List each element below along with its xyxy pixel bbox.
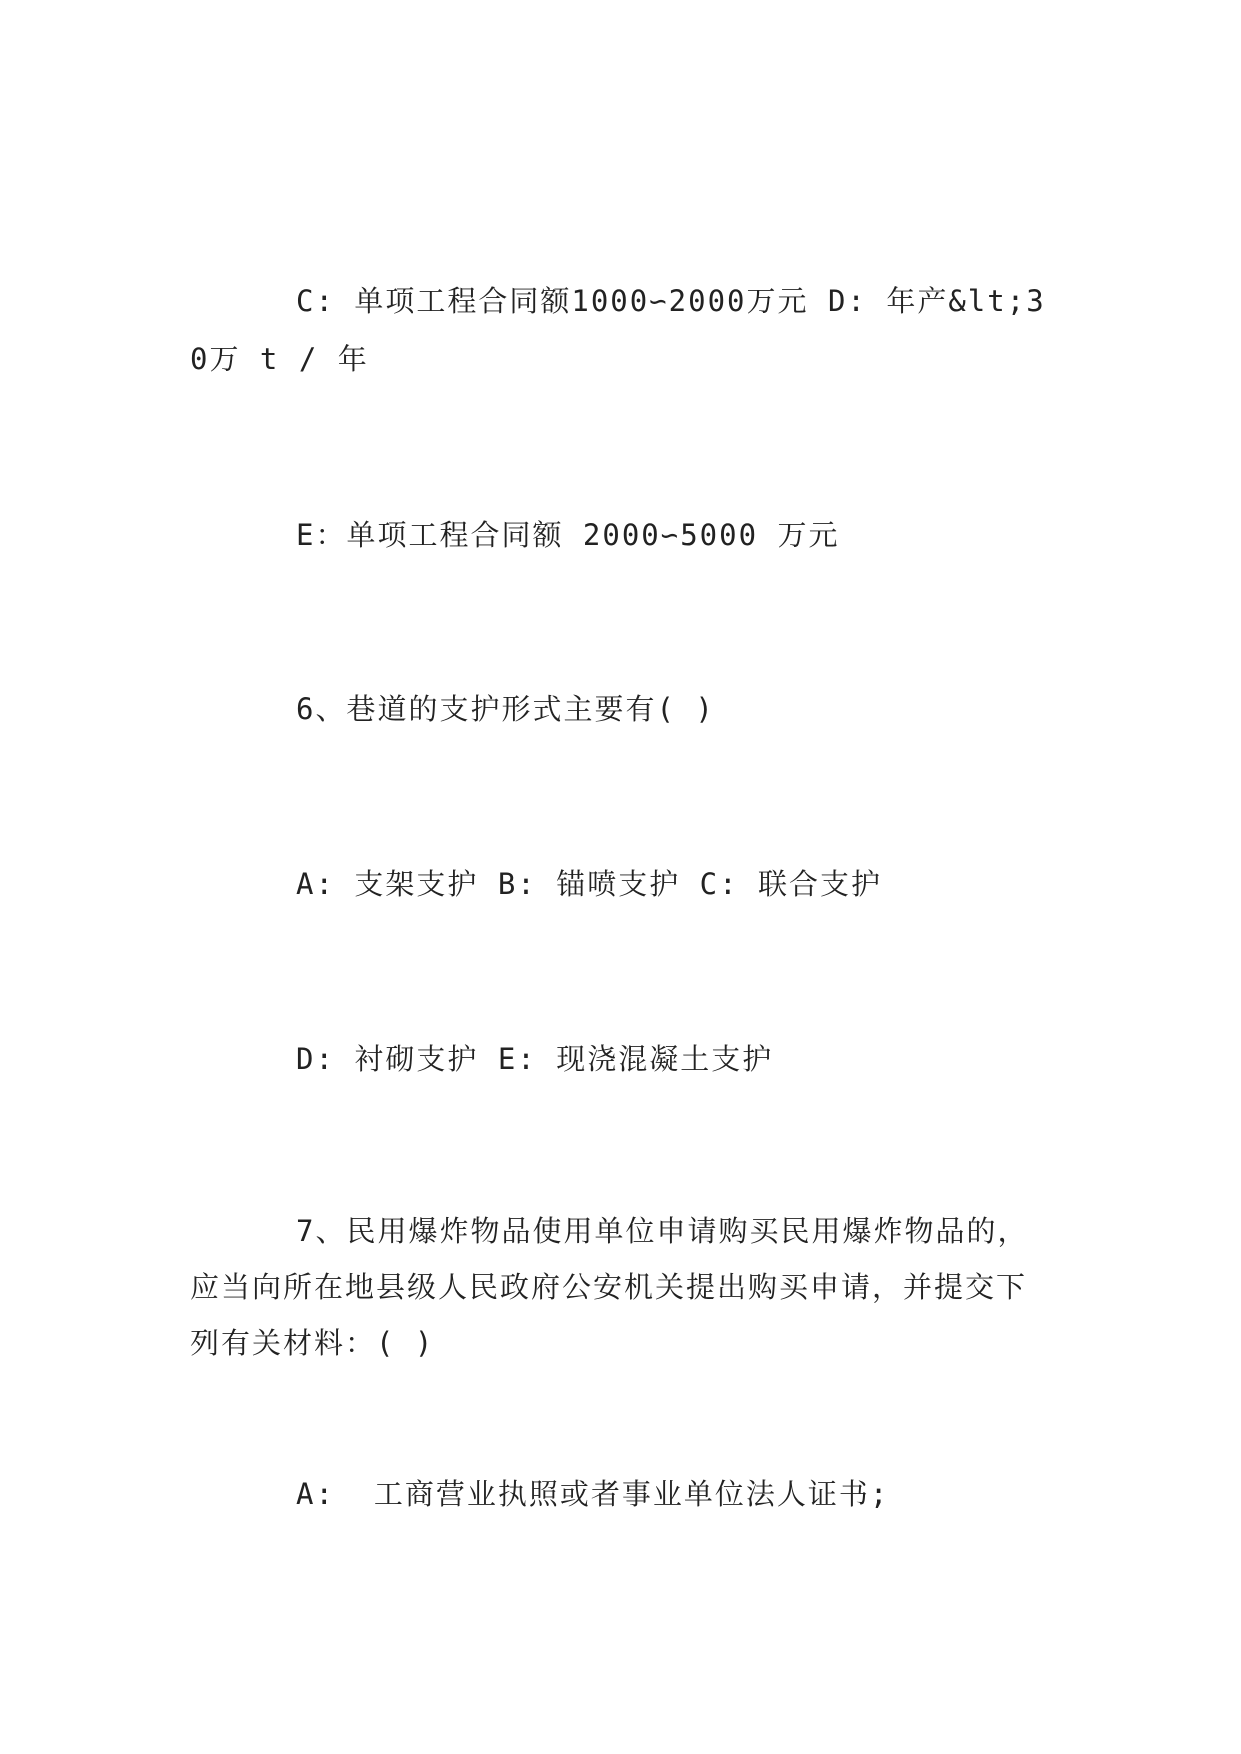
question-7: 7、民用爆炸物品使用单位申请购买民用爆炸物品的，应当向所在地县级人民政府公安机关提出购买申请，并提交下列有关材料：( ) bbox=[190, 1214, 1029, 1360]
question-7-option-a: A: 工商营业执照或者事业单位法人证书; bbox=[296, 1477, 890, 1511]
question-6-options-a-c: A: 支架支护 B: 锚喷支护 C: 联合支护 bbox=[296, 867, 883, 901]
option-e-line: E：单项工程合同额 2000∽5000 万元 bbox=[296, 518, 840, 552]
question-6-options-d-e: D: 衬砌支护 E: 现浇混凝土支护 bbox=[296, 1042, 774, 1076]
option-c-d-line: C: 单项工程合同额1000∽2000万元 D: 年产&lt;30万 t / 年 bbox=[190, 284, 1046, 376]
question-6: 6、巷道的支护形式主要有( ) bbox=[296, 692, 715, 726]
